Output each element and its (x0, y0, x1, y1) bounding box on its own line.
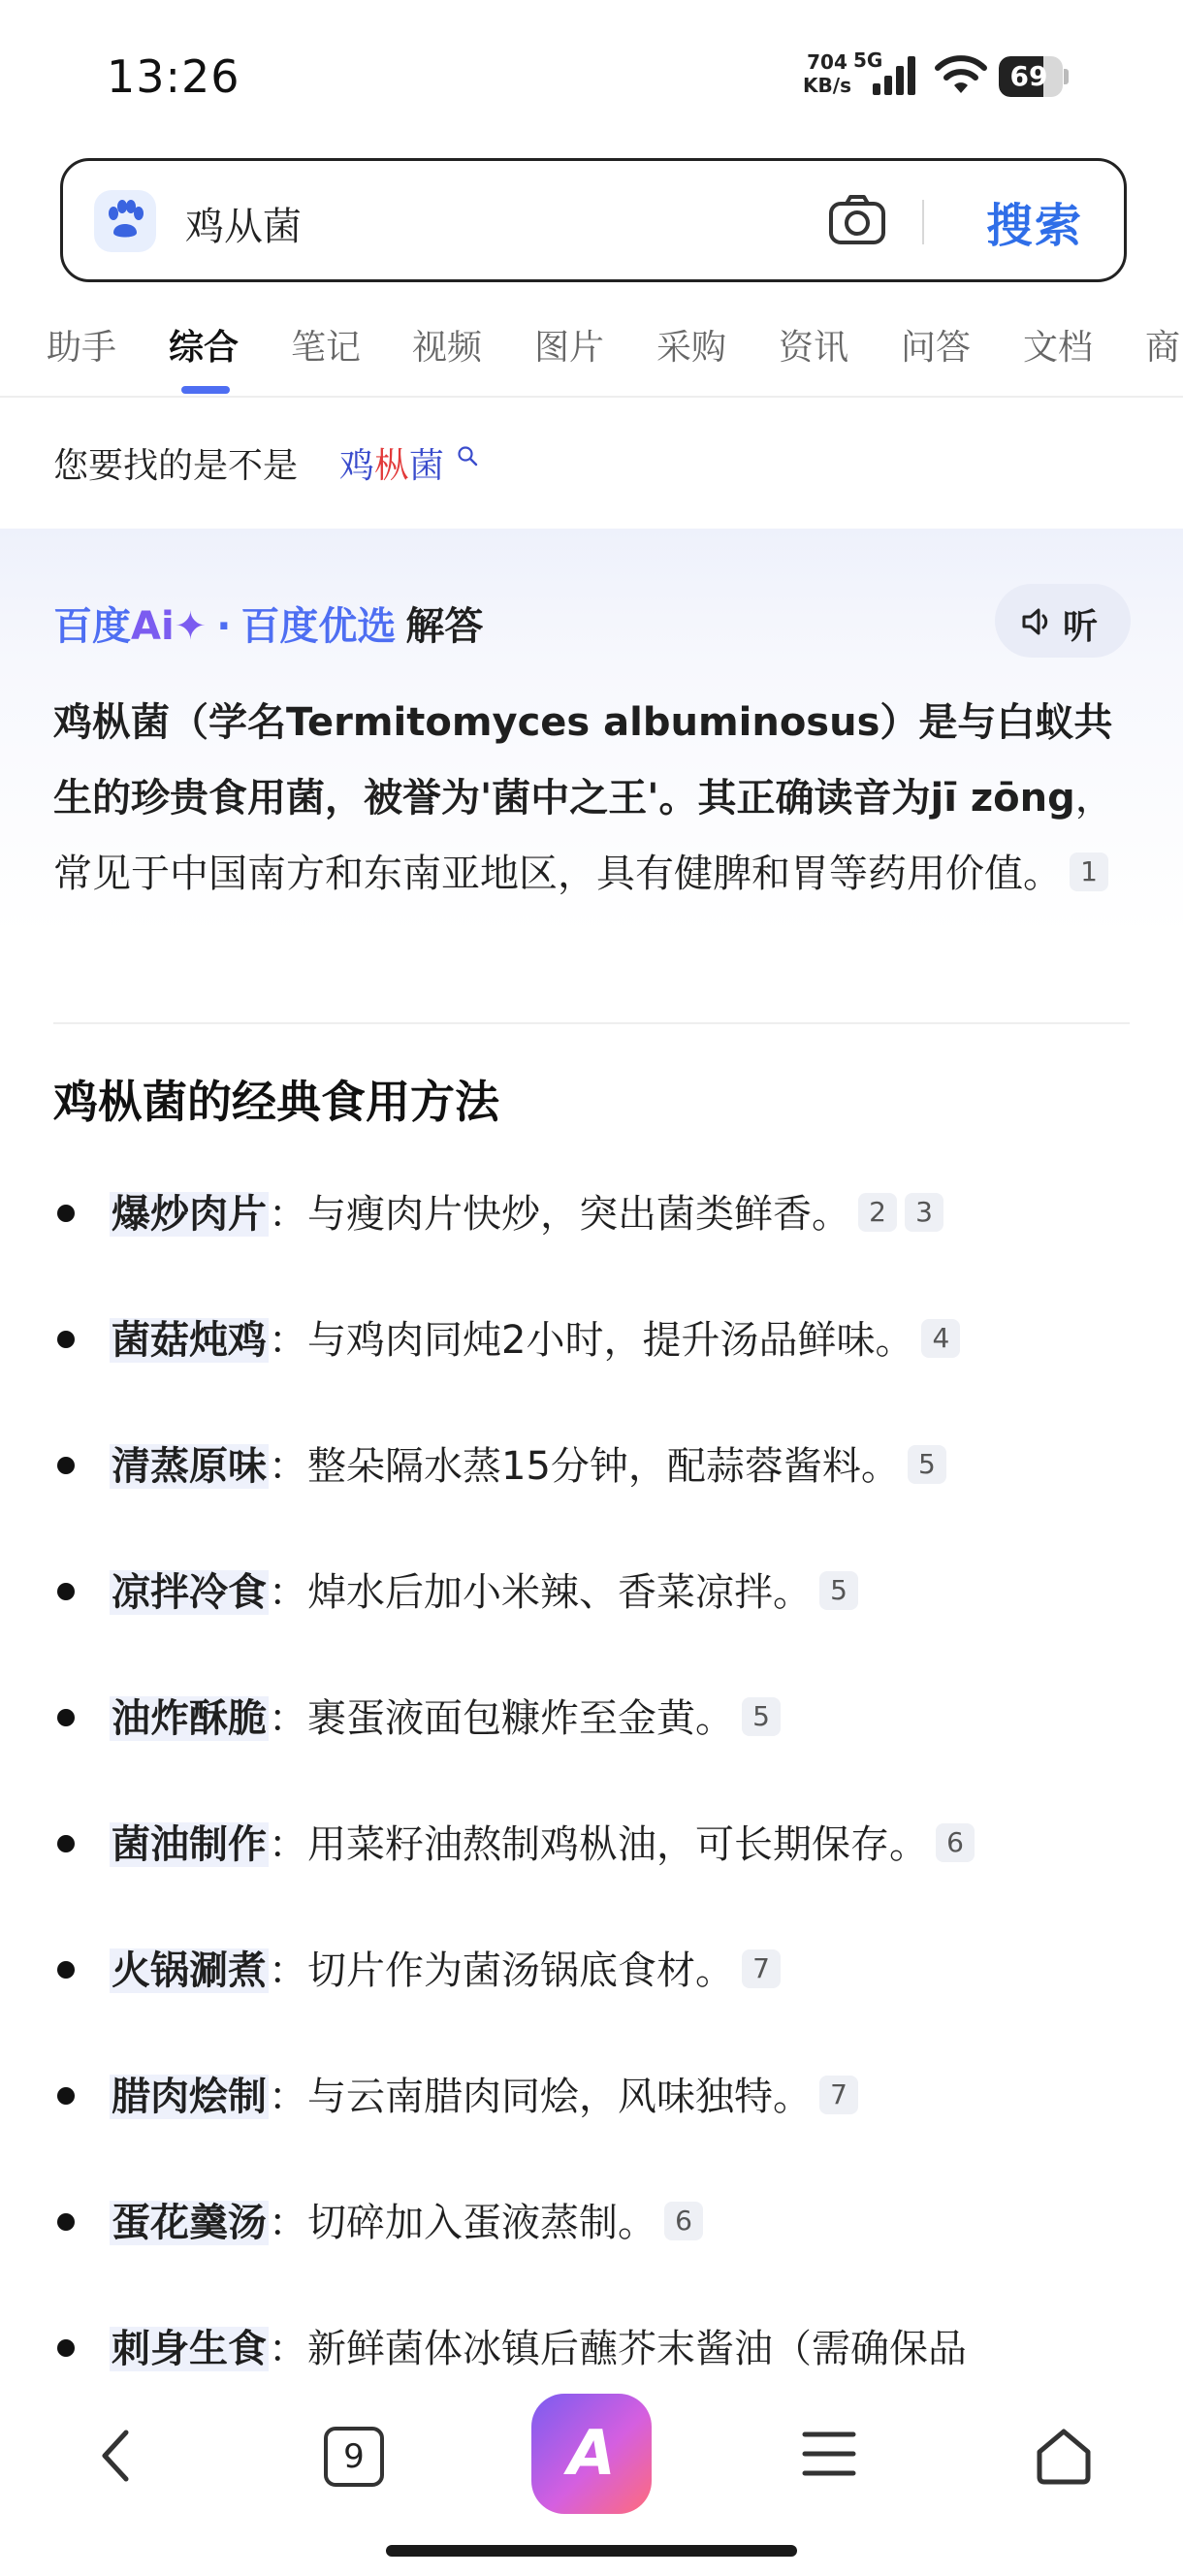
network-type: 5G (853, 48, 883, 72)
list-item (53, 2066, 1130, 2192)
card-divider (53, 1022, 1130, 1024)
list-item (53, 1183, 1130, 1309)
bullet (57, 1709, 75, 1726)
method-desc: ：与瘦肉片快炒，突出菌类鲜香。 (269, 1192, 850, 1237)
citation-badge[interactable]: 2 (858, 1193, 897, 1232)
search-icon (456, 444, 479, 467)
citation-badge[interactable]: 4 (921, 1319, 960, 1358)
active-tab-indicator (181, 386, 230, 394)
tab-shop[interactable]: 商 (1145, 328, 1181, 368)
method-name: 火锅涮煮 (112, 1948, 267, 1993)
baidu-paw-icon (94, 190, 156, 252)
listen-label: 听 (1063, 607, 1099, 647)
suggestion-term-highlight: 枞 (374, 446, 410, 486)
search-box[interactable] (60, 158, 1127, 282)
status-bar (0, 0, 1183, 145)
bullet (57, 1583, 75, 1600)
citation-badge[interactable]: 7 (742, 1949, 781, 1988)
network-rate-value: 704 (807, 50, 847, 74)
camera-icon[interactable] (827, 190, 887, 250)
tab-notes[interactable]: 笔记 (291, 328, 362, 368)
tab-docs[interactable]: 文档 (1023, 328, 1094, 368)
citation-badge[interactable]: 3 (905, 1193, 943, 1232)
search-input[interactable]: 鸡从菌 (185, 205, 302, 249)
list-item (53, 1688, 1130, 1814)
bullet (57, 2339, 75, 2357)
answer-summary-bold: 鸡枞菌（学名Termitomyces albuminosus）是与白蚁共生的珍贵食用菌，被誉为'菌中之王'。其正确读音为jī zōng (53, 700, 1113, 821)
battery-icon (999, 56, 1069, 97)
bullet (57, 2213, 75, 2231)
method-desc: ：裹蛋液面包糠炸至金黄。 (269, 1696, 734, 1741)
method-name: 刺身生食 (112, 2327, 267, 2371)
category-tabs (0, 320, 1183, 398)
answer-summary (53, 685, 1130, 912)
citation-badge[interactable]: 6 (664, 2202, 703, 2240)
method-name: 腊肉烩制 (112, 2075, 267, 2119)
suggestion-term-part: 鸡 (339, 446, 375, 486)
method-name: 菌菇炖鸡 (112, 1318, 267, 1363)
method-desc: ：用菜籽油熬制鸡枞油，可长期保存。 (269, 1822, 928, 1867)
method-desc: ：切片作为菌汤锅底食材。 (269, 1948, 734, 1993)
bullet (57, 1835, 75, 1852)
method-desc: ：新鲜菌体冰镇后蘸芥末酱油（需确保品 (269, 2327, 967, 2371)
citation-badge[interactable]: 6 (936, 1823, 975, 1862)
brand-dot: · (216, 604, 232, 649)
speaker-icon (1020, 605, 1053, 638)
brand-selected: 百度优选 (240, 604, 397, 649)
method-name: 蛋花羹汤 (112, 2201, 267, 2245)
method-name: 爆炒肉片 (112, 1192, 267, 1237)
home-indicator[interactable] (386, 2545, 797, 2557)
answer-summary-rest: ，常见于中国南方和东南亚地区，具有健脾和胃等药用价值。 (53, 776, 1114, 896)
method-desc: ：切碎加入蛋液蒸制。 (269, 2201, 656, 2245)
network-rate (803, 50, 851, 97)
tabs-icon (324, 2427, 384, 2487)
ai-assistant-icon: A (567, 2418, 616, 2490)
method-desc: ：与云南腊肉同烩，风味独特。 (269, 2075, 812, 2119)
method-desc: ：与鸡肉同炖2小时，提升汤品鲜味。 (269, 1318, 914, 1363)
tabs-divider (0, 396, 1183, 398)
search-divider (922, 200, 924, 244)
list-item (53, 1309, 1130, 1435)
suggestion-prompt: 您要找的是不是 (53, 446, 299, 486)
bullet (57, 1457, 75, 1474)
list-item (53, 2192, 1130, 2318)
tab-purchase[interactable]: 采购 (656, 328, 727, 368)
bullet (57, 1331, 75, 1348)
network-rate-unit: KB/s (803, 74, 851, 97)
bullet (57, 1205, 75, 1222)
tab-count: 9 (343, 2437, 365, 2476)
section-title: 鸡枞菌的经典食用方法 (53, 1076, 499, 1128)
list-item (53, 1435, 1130, 1562)
citation-badge[interactable]: 1 (1070, 853, 1108, 891)
brand-baidu: 百度 (53, 604, 131, 649)
brand-ai: Ai✦ (131, 604, 208, 649)
citation-badge[interactable]: 5 (742, 1697, 781, 1736)
method-name: 菌油制作 (112, 1822, 267, 1867)
ai-brand-header (53, 596, 483, 651)
list-item (53, 1814, 1130, 1940)
method-desc: ：焯水后加小米辣、香菜凉拌。 (269, 1570, 812, 1615)
bullet (57, 1961, 75, 1979)
list-item (53, 1562, 1130, 1688)
search-button[interactable]: 搜索 (986, 199, 1084, 253)
method-name: 凉拌冷食 (112, 1570, 267, 1615)
tabs-button[interactable] (324, 2427, 384, 2487)
tab-qa[interactable]: 问答 (901, 328, 972, 368)
list-item (53, 1940, 1130, 2066)
bullet (57, 2087, 75, 2105)
home-icon[interactable] (1034, 2427, 1094, 2487)
menu-icon[interactable] (801, 2427, 857, 2481)
suggestion-term-part: 菌 (409, 446, 445, 486)
citation-badge[interactable]: 7 (819, 2076, 858, 2114)
tab-news[interactable]: 资讯 (779, 328, 849, 368)
method-name: 清蒸原味 (112, 1444, 267, 1489)
tab-video[interactable]: 视频 (412, 328, 483, 368)
brand-answer: 解答 (405, 604, 484, 649)
battery-level: 69 (1009, 60, 1048, 92)
tab-all[interactable]: 综合 (169, 328, 240, 368)
status-time: 13:26 (107, 50, 240, 103)
citation-badge[interactable]: 5 (819, 1571, 858, 1610)
method-list (53, 1183, 1130, 2444)
suggestion-link[interactable] (339, 438, 444, 488)
method-desc: ：整朵隔水蒸15分钟，配蒜蓉酱料。 (269, 1444, 900, 1489)
ai-assistant-button[interactable] (531, 2394, 652, 2514)
citation-badge[interactable]: 5 (908, 1445, 946, 1484)
back-arrow-icon[interactable] (89, 2427, 144, 2485)
tab-assistant[interactable]: 助手 (47, 328, 117, 368)
listen-button[interactable] (995, 584, 1131, 658)
tab-images[interactable]: 图片 (534, 328, 605, 368)
wifi-icon (933, 54, 989, 97)
signal-icon (871, 54, 921, 97)
method-name: 油炸酥脆 (112, 1696, 267, 1741)
